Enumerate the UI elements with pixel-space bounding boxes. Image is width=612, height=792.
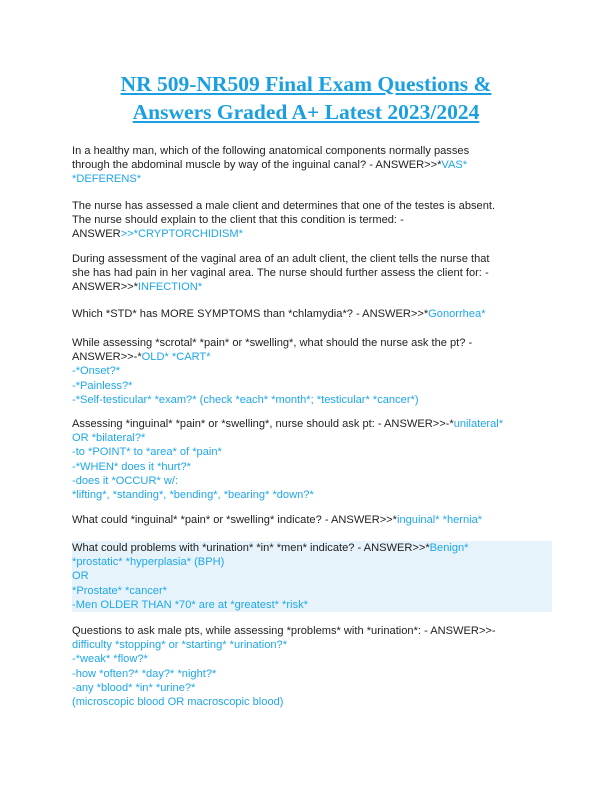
answer-text: Benign* *prostatic* *hyperplasia* (BPH) OR *Prostate* *cancer* -Men OLDER THAN *70* are at *greatest* *risk* [72,542,469,611]
answer-text: difficulty *stopping* or *starting* *urination?* -*weak* *flow?* -how *often?* *day?* *night?* -any *blood* *in* *urine?* (microscopic blood OR macroscopic blood) [72,639,288,709]
question-text: What could *inguinal* *pain* or *swelling* indicate? - ANSWER>>* [72,514,397,526]
question-text: Which *STD* has MORE SYMPTOMS than *chlamydia*? - ANSWER>>* [72,308,429,320]
answer-text: OLD* *CART* -*Onset?* -*Painless?* -*Self-testicular* *exam?* (check *each* *month*; *testicular* *cancer*) [72,351,419,406]
qa-item [72,336,552,407]
question-text: Questions to ask male pts, while assessing *problems* with *urination*: - ANSWER>>- [72,625,496,637]
qa-item [72,307,552,321]
question-text: The nurse has assessed a male client and determines that one of the testes is absent. The nurse should explain to the client that this condition is termed: - ANSWER [72,200,496,241]
answer-text: Gonorrhea* [428,308,486,320]
qa-item [72,144,552,187]
qa-item [72,417,552,502]
answer-text: INFECTION* [137,281,203,294]
qa-item [72,252,552,295]
qa-item [72,199,552,242]
question-text: During assessment of the vaginal area of an adult client, the client tells the nurse that she has had pain in her vaginal area. The nurse should further assess the client for: - ANSWER>>* [72,253,490,294]
title-line-1: NR 509-NR509 Final Exam Questions & [120,72,492,96]
question-text: Assessing *inguinal* *pain* or *swelling*, nurse should ask pt: - ANSWER>>-* [72,418,454,430]
question-text: In a healthy man, which of the following anatomical components normally passes through the abdominal muscle by way of the inguinal canal? - ANSWER>>* [72,145,470,172]
qa-item [72,513,552,527]
answer-text: inguinal* *hernia* [396,514,483,526]
qa-item-highlighted [72,541,552,612]
title-line-2: Answers Graded A+ Latest 2023/2024 [132,100,480,124]
answer-text: >>*CRYPTORCHIDISM* [120,228,243,241]
question-text: What could problems with *urination* *in* *men* indicate? - ANSWER>>* [72,542,430,554]
answer-text: unilateral* OR *bilateral?* -to *POINT* to *area* of *pain* -*WHEN* does it *hurt?* -does it *OCCUR* w/: *lifting*, *standing*, *bending*, *bearing* *down?* [72,418,504,502]
question-text: While assessing *scrotal* *pain* or *swelling*, what should the nurse ask the pt? - ANSWER>>-* [72,337,473,364]
answer-text: VAS* *DEFERENS* [72,159,468,186]
qa-item [72,624,552,709]
document-title [40,70,572,126]
